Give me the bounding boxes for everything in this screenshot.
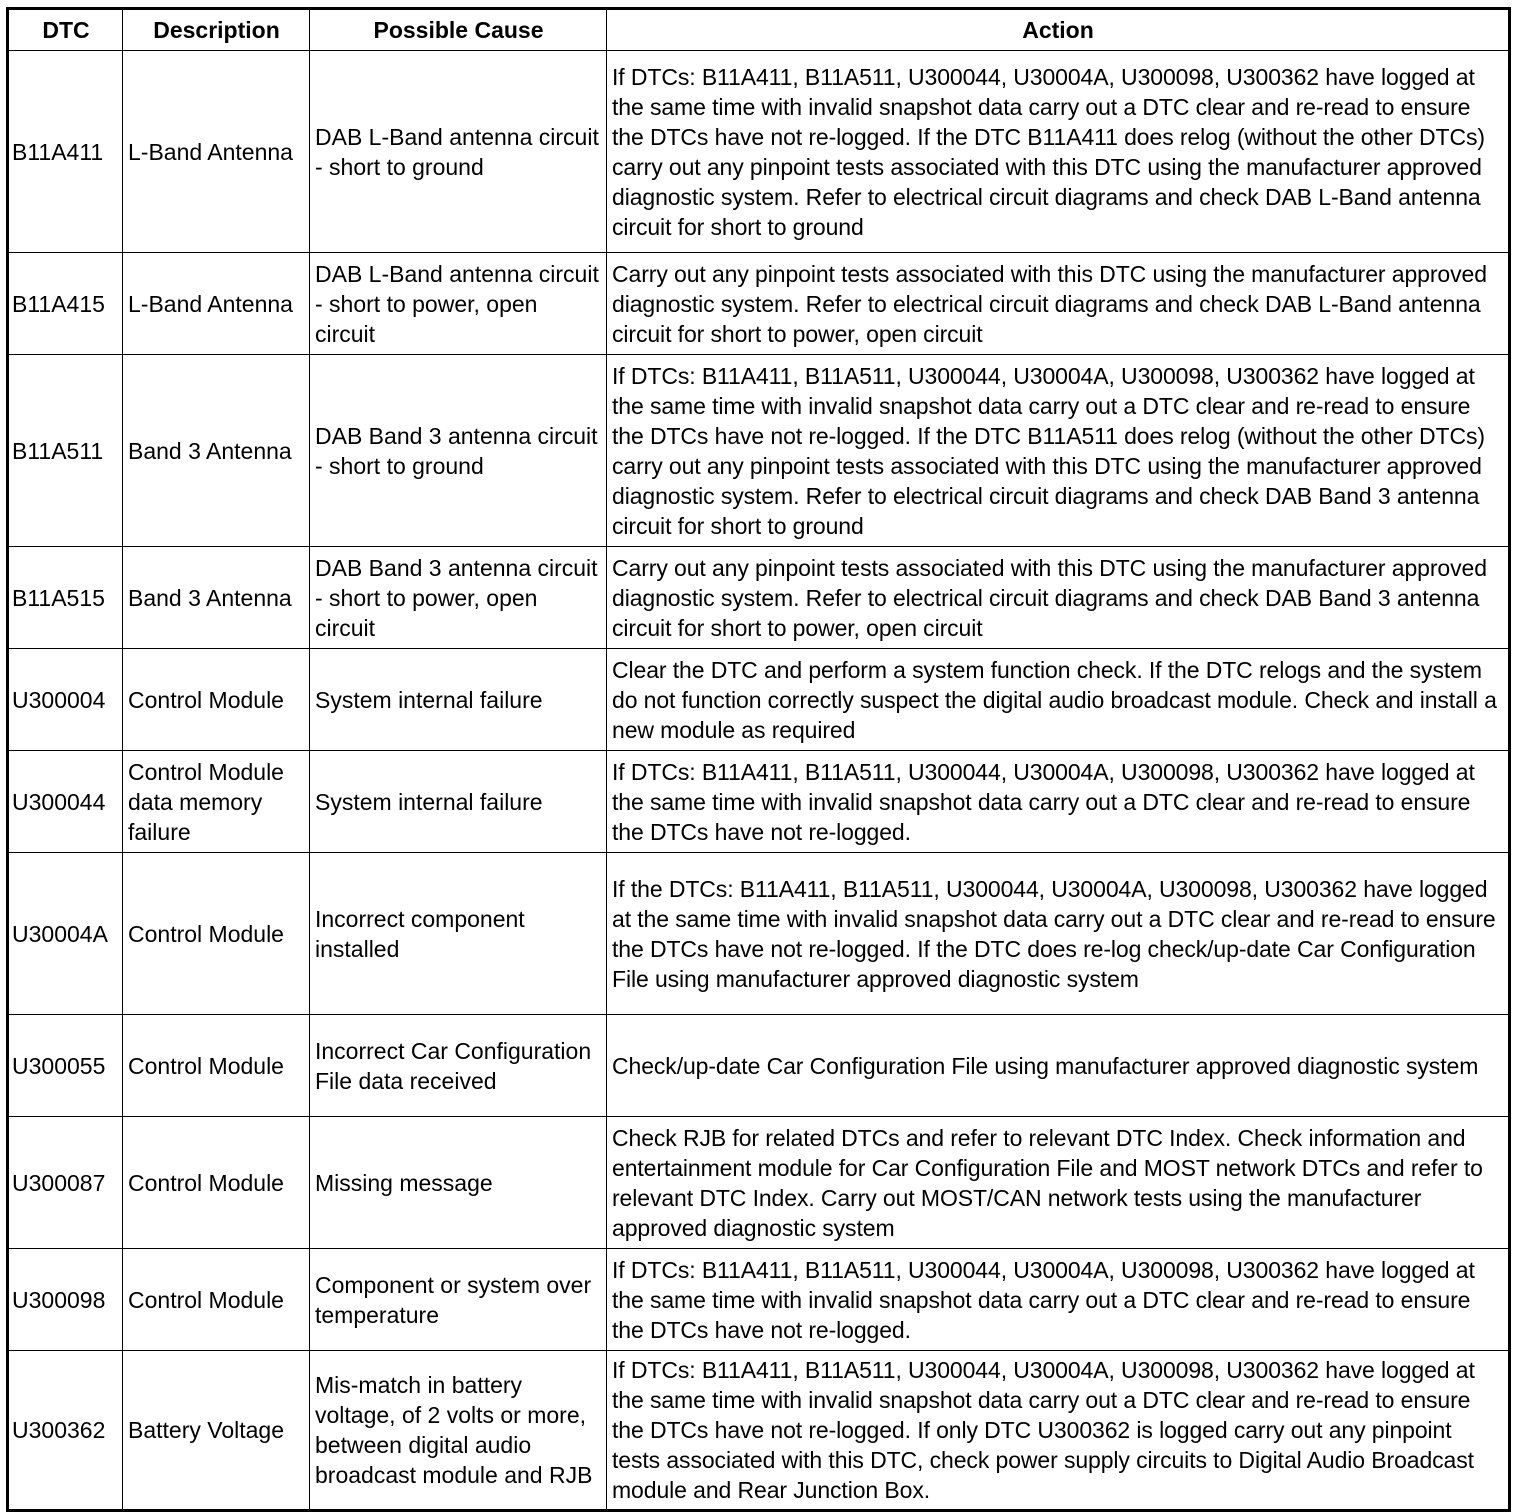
header-dtc: DTC xyxy=(8,9,123,51)
action-cell: If DTCs: B11A411, B11A511, U300044, U30004A, U300098, U300362 have logged at the same time with invalid snapshot data carry out a DTC clear and re-read to ensure the DTCs have not re-logged. If only DTC U300362 is logged carry out any pinpoint tests associated with this DTC, check power supply circuits to Digital Audio Broadcast module and Rear Junction Box. xyxy=(607,1351,1510,1511)
cause-cell: System internal failure xyxy=(310,751,607,853)
table-row xyxy=(8,649,1510,751)
dtc-code-cell: B11A415 xyxy=(8,253,123,355)
header-row xyxy=(8,9,1510,51)
cause-cell: DAB Band 3 antenna circuit - short to ground xyxy=(310,355,607,547)
dtc-code-cell: B11A411 xyxy=(8,51,123,253)
table-row xyxy=(8,1351,1510,1511)
description-cell: Control Module xyxy=(123,1249,310,1351)
dtc-code-cell: U300044 xyxy=(8,751,123,853)
dtc-code-cell: B11A515 xyxy=(8,547,123,649)
action-cell: Check RJB for related DTCs and refer to relevant DTC Index. Check information and entertainment module for Car Configuration File and MOST network DTCs and refer to relevant DTC Index. Carry out MOST/CAN network tests using the manufacturer approved diagnostic system xyxy=(607,1117,1510,1249)
cause-cell: Mis-match in battery voltage, of 2 volts or more, between digital audio broadcast module and RJB xyxy=(310,1351,607,1511)
description-cell: Battery Voltage xyxy=(123,1351,310,1511)
cause-cell: Missing message xyxy=(310,1117,607,1249)
dtc-code-cell: U300004 xyxy=(8,649,123,751)
table-row xyxy=(8,355,1510,547)
cause-cell: DAB L-Band antenna circuit - short to ground xyxy=(310,51,607,253)
action-cell: If DTCs: B11A411, B11A511, U300044, U30004A, U300098, U300362 have logged at the same time with invalid snapshot data carry out a DTC clear and re-read to ensure the DTCs have not re-logged. If the DTC B11A511 does relog (without the other DTCs) carry out any pinpoint tests associated with this DTC using the manufacturer approved diagnostic system. Refer to electrical circuit diagrams and check DAB Band 3 antenna circuit for short to ground xyxy=(607,355,1510,547)
table-row xyxy=(8,1117,1510,1249)
table-row xyxy=(8,253,1510,355)
cause-cell: System internal failure xyxy=(310,649,607,751)
dtc-code-cell: U300362 xyxy=(8,1351,123,1511)
action-cell: If DTCs: B11A411, B11A511, U300044, U30004A, U300098, U300362 have logged at the same time with invalid snapshot data carry out a DTC clear and re-read to ensure the DTCs have not re-logged. xyxy=(607,1249,1510,1351)
dtc-table xyxy=(6,7,1511,1512)
action-cell: If DTCs: B11A411, B11A511, U300044, U30004A, U300098, U300362 have logged at the same time with invalid snapshot data carry out a DTC clear and re-read to ensure the DTCs have not re-logged. xyxy=(607,751,1510,853)
action-cell: Carry out any pinpoint tests associated with this DTC using the manufacturer approved diagnostic system. Refer to electrical circuit diagrams and check DAB Band 3 antenna circuit for short to power, open circuit xyxy=(607,547,1510,649)
description-cell: Control Module xyxy=(123,1015,310,1117)
cause-cell: Incorrect Car Configuration File data received xyxy=(310,1015,607,1117)
cause-cell: DAB L-Band antenna circuit - short to power, open circuit xyxy=(310,253,607,355)
table-row xyxy=(8,751,1510,853)
description-cell: L-Band Antenna xyxy=(123,51,310,253)
table-header xyxy=(8,9,1510,51)
cause-cell: DAB Band 3 antenna circuit - short to power, open circuit xyxy=(310,547,607,649)
dtc-code-cell: U300098 xyxy=(8,1249,123,1351)
table-row xyxy=(8,853,1510,1015)
action-cell: Check/up-date Car Configuration File using manufacturer approved diagnostic system xyxy=(607,1015,1510,1117)
dtc-code-cell: B11A511 xyxy=(8,355,123,547)
description-cell: Control Module xyxy=(123,649,310,751)
table-body xyxy=(8,51,1510,1511)
dtc-code-cell: U300087 xyxy=(8,1117,123,1249)
action-cell: Carry out any pinpoint tests associated with this DTC using the manufacturer approved diagnostic system. Refer to electrical circuit diagrams and check DAB L-Band antenna circuit for short to power, open circuit xyxy=(607,253,1510,355)
dtc-code-cell: U300055 xyxy=(8,1015,123,1117)
table-row xyxy=(8,51,1510,253)
table-row xyxy=(8,1249,1510,1351)
cause-cell: Incorrect component installed xyxy=(310,853,607,1015)
action-cell: If DTCs: B11A411, B11A511, U300044, U30004A, U300098, U300362 have logged at the same time with invalid snapshot data carry out a DTC clear and re-read to ensure the DTCs have not re-logged. If the DTC B11A411 does relog (without the other DTCs) carry out any pinpoint tests associated with this DTC using the manufacturer approved diagnostic system. Refer to electrical circuit diagrams and check DAB L-Band antenna circuit for short to ground xyxy=(607,51,1510,253)
description-cell: Control Module data memory failure xyxy=(123,751,310,853)
description-cell: Band 3 Antenna xyxy=(123,547,310,649)
description-cell: Control Module xyxy=(123,1117,310,1249)
action-cell: Clear the DTC and perform a system function check. If the DTC relogs and the system do not function correctly suspect the digital audio broadcast module. Check and install a new module as required xyxy=(607,649,1510,751)
description-cell: Control Module xyxy=(123,853,310,1015)
cause-cell: Component or system over temperature xyxy=(310,1249,607,1351)
dtc-code-cell: U30004A xyxy=(8,853,123,1015)
table-row xyxy=(8,547,1510,649)
table-row xyxy=(8,1015,1510,1117)
action-cell: If the DTCs: B11A411, B11A511, U300044, U30004A, U300098, U300362 have logged at the same time with invalid snapshot data carry out a DTC clear and re-read to ensure the DTCs have not re-logged. If the DTC does re-log check/up-date Car Configuration File using manufacturer approved diagnostic system xyxy=(607,853,1510,1015)
description-cell: L-Band Antenna xyxy=(123,253,310,355)
header-possible-cause: Possible Cause xyxy=(310,9,607,51)
header-description: Description xyxy=(123,9,310,51)
header-action: Action xyxy=(607,9,1510,51)
description-cell: Band 3 Antenna xyxy=(123,355,310,547)
